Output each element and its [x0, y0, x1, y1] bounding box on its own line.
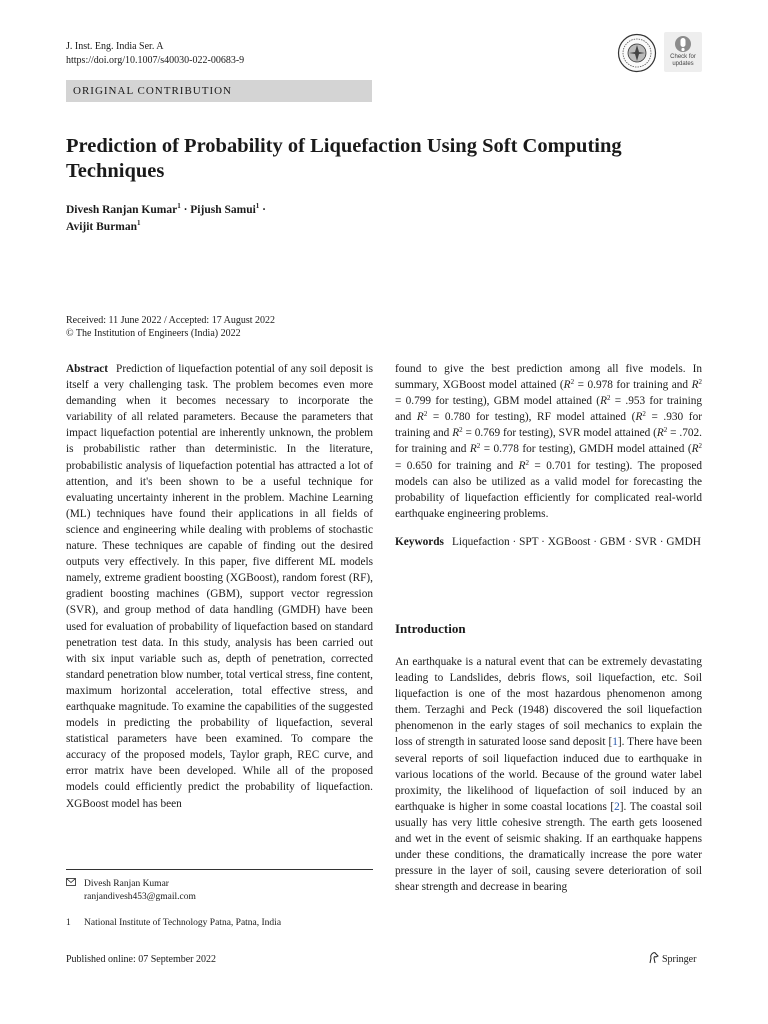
- r-squared-symbol: R: [691, 443, 699, 456]
- section-label: ORIGINAL CONTRIBUTION: [73, 85, 232, 97]
- citation-link[interactable]: 2: [614, 800, 620, 813]
- keywords-label: Keywords: [395, 535, 444, 548]
- author-3-aff: 1: [137, 219, 141, 227]
- publisher-brand: [648, 952, 696, 965]
- journal-info: [66, 40, 244, 68]
- copyright: © The Institution of Engineers (India) 2022: [66, 328, 241, 339]
- institution-seal-icon: [617, 33, 657, 73]
- r-squared-symbol: R: [635, 411, 643, 424]
- author-2-aff: 1: [255, 202, 260, 210]
- introduction-body: [395, 654, 702, 895]
- springer-horse-icon: [648, 952, 659, 964]
- check-line-1: Check for: [670, 54, 696, 60]
- abstract-left-column: [66, 361, 373, 812]
- section-band: [66, 80, 372, 102]
- affiliation-number: 1: [66, 918, 71, 928]
- published-online: Published online: 07 September 2022: [66, 954, 216, 965]
- check-for-updates-badge[interactable]: [664, 32, 702, 72]
- author-list: [66, 202, 366, 236]
- abstract-paragraph: [66, 361, 373, 812]
- r-squared-symbol: R: [518, 459, 526, 472]
- r-squared-symbol: R: [469, 443, 477, 456]
- contact-email[interactable]: ranjandivesh453@gmail.com: [84, 892, 196, 902]
- contact-name: Divesh Ranjan Kumar: [84, 879, 169, 889]
- author-separator: ·: [180, 204, 191, 216]
- check-updates-icon: [664, 34, 702, 56]
- affiliation-note: [66, 917, 373, 930]
- r-squared-symbol: R: [452, 427, 460, 440]
- r-squared-symbol: R: [416, 411, 424, 424]
- author-3[interactable]: Avijit Burman: [66, 221, 138, 233]
- r-squared-symbol: R: [691, 379, 699, 392]
- paper-title: Prediction of Probability of Liquefaction Using Soft Computing Techniques: [66, 135, 622, 182]
- author-2[interactable]: Pijush Samui: [190, 204, 256, 216]
- author-1-aff: 1: [177, 202, 181, 210]
- introduction-paragraph: An earthquake is a natural event that can be extremely devastating leading to Landslides, debris flows, soil liquefaction, etc. Soil liquefaction is one of the most hazardous phenomenon among them. Terzaghi and Peck (1948) discovered the soil liquefaction phenomenon in the early stages of soil mechanics to explain the loss of strength in saturated loose sand deposit [1]. There have been several reports of soil liquefaction induced due to earthquake in various locations of the world. Because of the ground water label proximity, the likelihood of liquefaction of soil induced by an earthquake is higher in some coastal locations [2]. The coastal soil usually has very little cohesive strength. The earth gets loosened and wet in the event of seismic shaking. If an earthquake happens under these conditions, the dramatically increase the pore water pressure in the layer of soil, causing severe deterioration of soil shear strength and decrease in bearing: [395, 656, 702, 894]
- received-accepted: Received: 11 June 2022 / Accepted: 17 August 2022: [66, 315, 276, 326]
- citation-link[interactable]: 1: [612, 736, 618, 749]
- introduction-heading: Introduction: [395, 621, 466, 636]
- corresponding-author-note: [66, 878, 373, 904]
- author-separator: ·: [259, 204, 267, 216]
- r-squared-symbol: R: [563, 379, 571, 392]
- r-squared-symbol: R: [600, 395, 607, 408]
- abstract-right-column: [395, 361, 702, 550]
- author-1[interactable]: Divesh Ranjan Kumar: [66, 204, 178, 216]
- envelope-icon: [66, 878, 84, 891]
- journal-name: J. Inst. Eng. India Ser. A: [66, 41, 164, 52]
- abstract-text: Prediction of liquefaction potential of any soil deposit is itself a very challenging task. The problem becomes even more demanding when it becomes necessary to incorporate the variability of all related parameters. Because the parameters that impact liquefaction potential are inherently unknown, the problem is probabilistic rather than deterministic. In the literature, probabilistic analysis of liquefaction potential has attracted a lot of attention, and it's been shown to be a useful technique for evaluating uncertainty inherent in the problem. Machine Learning (ML) techniques have found their applications in all fields of science and engineering while dealing with problems of stochastic nature. These techniques are capable of finding out the desired outputs very effectively. In this paper, five different ML models namely, extreme gradient boosting (XGBoost), random forest (RF), gradient boosting machines (GBM), support vector regression (SVR), and group method of data handling (GMDH) have been used for evaluation of probability of liquefaction based on standard penetration test data. In this study, analysis has been carried out with six input variable such as, depth of penetration, corrected standard penetration blow number, total vertical stress, fine content, maximum horizontal acceleration, total effective stress, and earthquake magnitude. To examine the capabilities of the suggested models in predicting the probability of liquefaction, several statistical parameters have been examined. To compare the accuracy of the proposed models, Taylor graph, REC curve, and error matrix have been developed. While all of the proposed models could efficiently predict the probability of liquefaction. XGBoost model has been: [66, 363, 373, 810]
- footnote-divider: [66, 869, 373, 870]
- doi-link[interactable]: https://doi.org/10.1007/s40030-022-00683-9: [66, 55, 245, 66]
- affiliation-text: National Institute of Technology Patna, Patna, India: [84, 918, 282, 928]
- check-line-2: updates: [672, 61, 694, 67]
- abstract-continuation: found to give the best prediction among all five models. In summary, XGBoost model attained ($R^2 = 0.978$ for training and $R^2 = 0.799$ for testing), GBM model attained ($R^2 = .953$ for training and $R^2 = 0.780$ for testing), RF model attained ($R^2 = .930$ for training and $R^2 = 0.769$ for testing), SVR model attained ($R^2 = .702$. for training and $R^2 = 0.778$ for testing), GMDH model attained ($R^2 = 0.650$ for training and $R^2 = 0.701$ for testing). The proposed models can also be utilized as a valid model for forecasting the probability of liquefaction efficiently for complicated real-world earthquake engineering problems.: [395, 363, 703, 520]
- keywords-text: Liquefaction · SPT · XGBoost · GBM · SVR · GMDH: [451, 535, 701, 548]
- article-dates: [66, 314, 275, 340]
- publisher-name: Springer: [662, 954, 697, 965]
- keywords: [395, 534, 702, 550]
- abstract-label: Abstract: [66, 363, 109, 375]
- r-squared-symbol: R: [656, 427, 664, 440]
